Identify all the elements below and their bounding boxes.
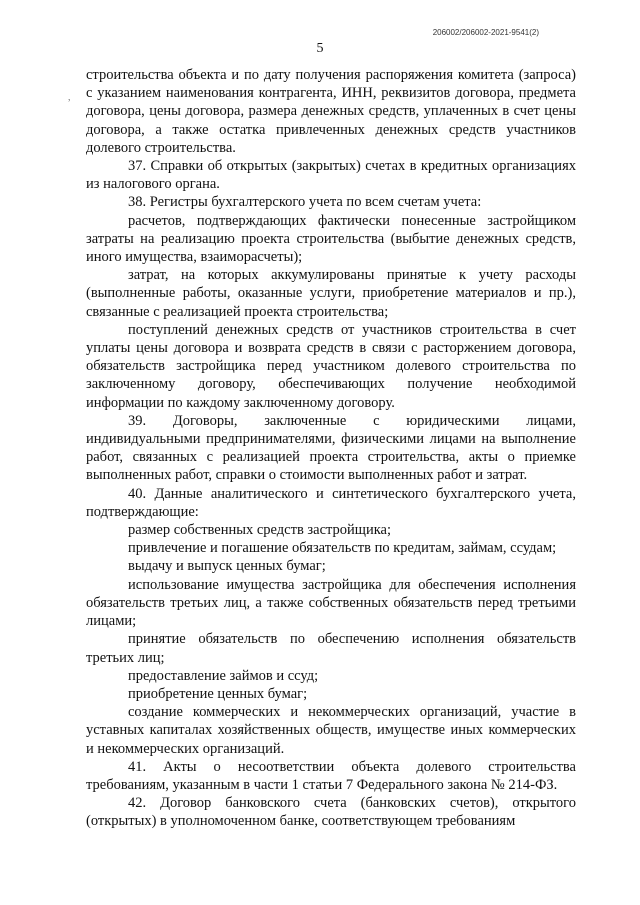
paragraph-38: 38. Регистры бухгалтерского учета по всем счетам учета: bbox=[128, 194, 482, 211]
document-id: 206002/206002-2021-9541(2) bbox=[432, 28, 539, 37]
list-item: создание коммерческих и некоммерческих организаций, участие в уставных капиталах хозяйственных обществ, имуществе иных коммерческих и некоммерческих организаций. bbox=[86, 704, 576, 757]
list-item: затрат, на которых аккумулированы принятые к учету расходы (выполненные работы, оказанные услуги, приобретение материалов и пр.), связанные с реализацией проекта строительства; bbox=[86, 267, 576, 320]
margin-mark: , bbox=[68, 92, 71, 103]
list-item: привлечение и погашение обязательств по кредитам, займам, ссудам; bbox=[128, 540, 557, 557]
list-item: принятие обязательств по обеспечению исполнения обязательств третьих лиц; bbox=[86, 631, 576, 666]
list-item: использование имущества застройщика для обеспечения исполнения обязательств третьих лиц, а также собственных обязательств перед третьими лицами; bbox=[86, 576, 576, 630]
document-body bbox=[86, 66, 576, 831]
list-item: выдачу и выпуск ценных бумаг; bbox=[128, 558, 326, 575]
paragraph-40: 40. Данные аналитического и синтетического бухгалтерского учета, подтверждающие: bbox=[86, 485, 576, 520]
list-item: предоставление займов и ссуд; bbox=[128, 667, 319, 684]
page-number: 5 bbox=[316, 41, 324, 56]
list-item: поступлений денежных средств от участников строительства в счет уплаты цены договора и возврата средств в связи с расторжением договора, обязательств застройщика перед участником долевого строительства по заключенному договору, обеспечивающих получение необходимой информации по каждому заключенному договору. bbox=[86, 321, 576, 411]
paragraph-39: 39. Договоры, заключенные с юридическими лицами, индивидуальными предпринимателями, физическими лицами на выполнение работ, связанных с реализацией проекта строительства, акты о приемке выполненных работ, справки о стоимости выполненных работ и затрат. bbox=[86, 412, 576, 484]
list-item: расчетов, подтверждающих фактически понесенные застройщиком затраты на реализацию проекта строительства (выбытие денежных средств, иного имущества, взаиморасчеты); bbox=[86, 212, 576, 266]
list-item: приобретение ценных бумаг; bbox=[128, 685, 308, 702]
paragraph-42: 42. Договор банковского счета (банковских счетов), открытого (открытых) в уполномоченном банке, соответствующем требованиям bbox=[86, 795, 576, 830]
paragraph-37: 37. Справки об открытых (закрытых) счетах в кредитных организациях из налогового органа. bbox=[86, 158, 576, 193]
paragraph-41: 41. Акты о несоответствии объекта долевого строительства требованиям, указанным в части 1 статьи 7 Федерального закона № 214-ФЗ. bbox=[86, 758, 576, 793]
paragraph-1: строительства объекта и по дату получения распоряжения комитета (запроса) с указанием наименования контрагента, ИНН, реквизитов договора, предмета договора, цены договора, размера денежных средств, уплаченных в счет цены договора, а также остатка привлеченных денежных средств участников долевого строительства. bbox=[86, 67, 576, 156]
list-item: размер собственных средств застройщика; bbox=[128, 522, 392, 539]
